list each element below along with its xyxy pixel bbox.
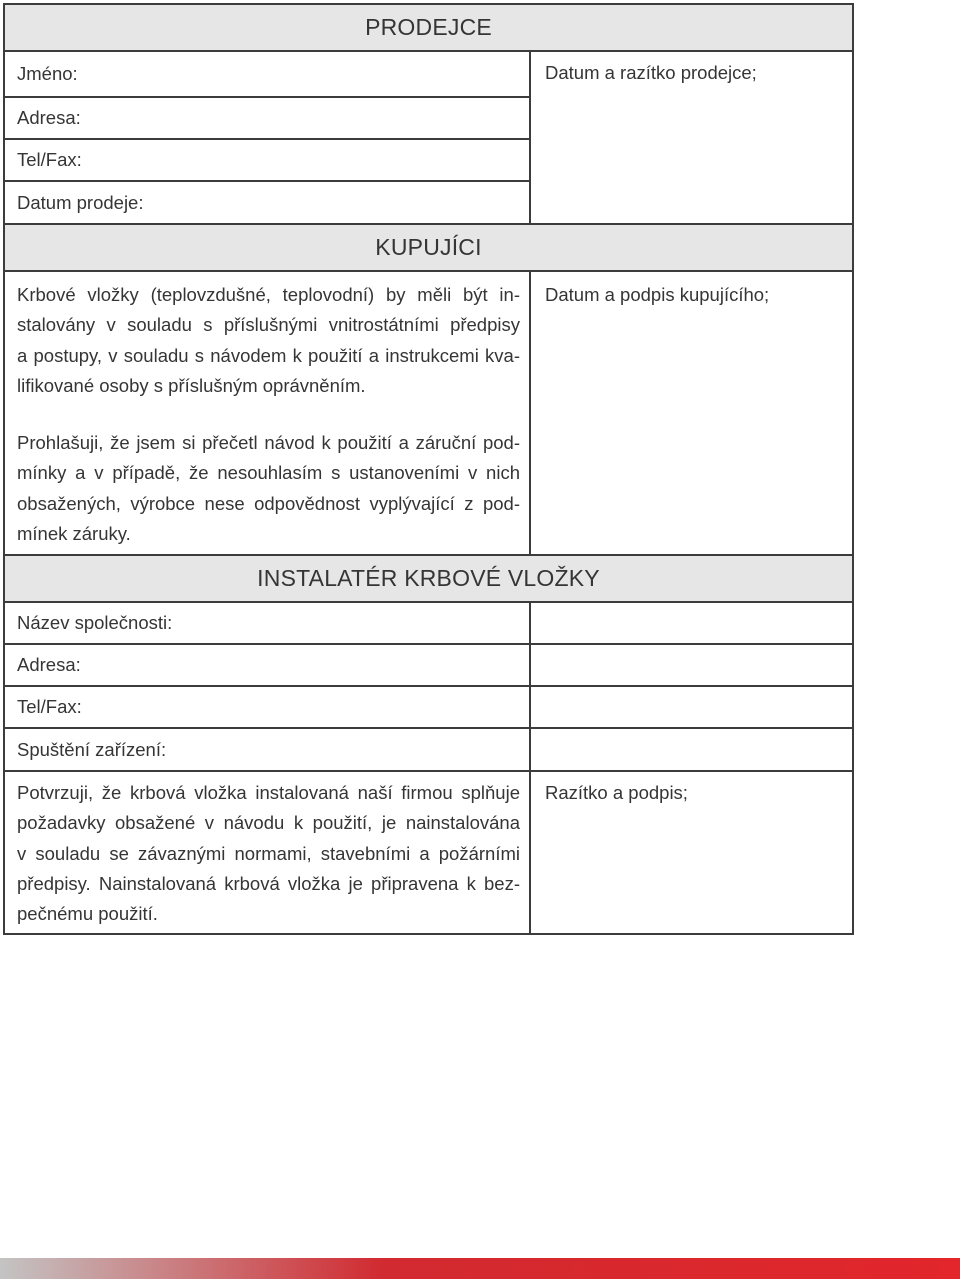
buyer-signature-box xyxy=(529,270,854,556)
installer-phone-fax-field xyxy=(3,685,531,729)
field-label: Spuštění zařízení: xyxy=(17,738,167,760)
buyer-text-box xyxy=(3,270,531,556)
seller-section-header xyxy=(3,3,854,52)
text-line: předpisy. Nainstalovaná krbová vložka je připravena k bez- xyxy=(17,872,520,894)
seller-sale-date-field xyxy=(3,180,531,225)
text-line: Krbové vložky (teplovzdušné, teplovodní) by měli být in- xyxy=(17,284,520,305)
field-label: Tel/Fax: xyxy=(17,149,82,170)
buyer-signature-label: Datum a podpis kupujícího; xyxy=(545,284,770,305)
field-label: Jméno: xyxy=(17,63,78,84)
installer-confirmation-text xyxy=(3,770,531,935)
installer-section-header xyxy=(3,554,854,603)
seller-section-title: PRODEJCE xyxy=(365,14,492,40)
text-line: stalovány v souladu s příslušnými vnitrostátními předpisy xyxy=(17,314,520,336)
footer-accent-bar xyxy=(0,1258,960,1279)
installer-phone-fax-value-box xyxy=(529,685,854,729)
seller-name-field xyxy=(3,50,531,98)
text-line: pečnému použití. xyxy=(17,903,158,925)
text-line: mínky a v případě, že nesouhlasím s ustanoveními v nich xyxy=(17,462,520,484)
field-label: Tel/Fax: xyxy=(17,696,82,717)
buyer-declaration-text xyxy=(17,428,520,549)
text-line: a postupy, v souladu s návodem k použití a instrukcemi kva- xyxy=(17,344,520,366)
text-line: v souladu se závaznými normami, stavebními a požárními xyxy=(17,842,520,864)
installer-address-field xyxy=(3,643,531,687)
installer-address-value-box xyxy=(529,643,854,687)
field-label: Datum prodeje: xyxy=(17,191,144,213)
buyer-section-header xyxy=(3,223,854,272)
buyer-notice-text xyxy=(17,280,520,401)
seller-stamp-box xyxy=(529,50,854,225)
text-line: Potvrzuji, že krbová vložka instalovaná naší firmou splňuje xyxy=(17,782,520,803)
installer-section-title: INSTALATÉR KRBOVÉ VLOŽKY xyxy=(257,565,600,591)
installer-stamp-label: Razítko a podpis; xyxy=(545,782,688,803)
seller-stamp-label: Datum a razítko prodejce; xyxy=(545,62,757,83)
field-label: Název společnosti: xyxy=(17,612,173,633)
installer-stamp-box xyxy=(529,770,854,935)
field-label: Adresa: xyxy=(17,107,81,128)
text-line: Prohlašuji, že jsem si přečetl návod k použití a záruční pod- xyxy=(17,432,520,454)
seller-address-field xyxy=(3,96,531,140)
installer-commissioning-field xyxy=(3,727,531,772)
text-line: požadavky obsažené v návodu k použití, je nainstalována xyxy=(17,812,520,834)
field-label: Adresa: xyxy=(17,654,81,675)
buyer-section-title: KUPUJÍCI xyxy=(375,234,482,260)
seller-phone-fax-field xyxy=(3,138,531,182)
text-line: lifikované osoby s příslušným oprávněním. xyxy=(17,374,366,396)
text-line: mínek záruky. xyxy=(17,523,131,545)
installer-company-value-box xyxy=(529,601,854,645)
installer-company-field xyxy=(3,601,531,645)
text-line: obsažených, výrobce nese odpovědnost vyplývající z pod- xyxy=(17,492,520,514)
installer-commissioning-value-box xyxy=(529,727,854,772)
